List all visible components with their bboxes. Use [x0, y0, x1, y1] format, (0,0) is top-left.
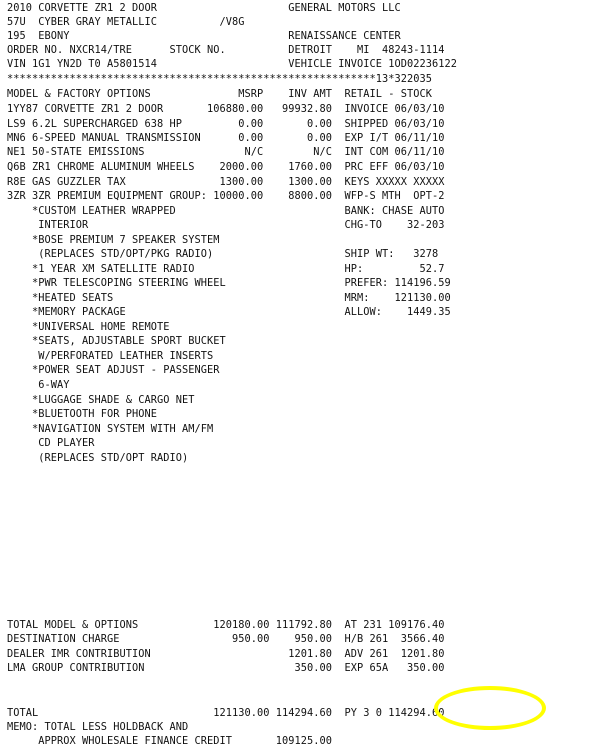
- invoice-line: *SEATS, ADJUSTABLE SPORT BUCKET: [7, 335, 226, 347]
- invoice-line: *MEMORY PACKAGE ALLOW: 1449.35: [7, 306, 451, 318]
- invoice-line: *1 YEAR XM SATELLITE RADIO HP: 52.7: [7, 263, 445, 275]
- invoice-line: (REPLACES STD/OPT/PKG RADIO) SHIP WT: 3278: [7, 248, 439, 260]
- totals-line: TOTAL MODEL & OPTIONS 120180.00 111792.80 AT 231 109176.40: [7, 619, 445, 631]
- invoice-line: *UNIVERSAL HOME REMOTE: [7, 321, 170, 333]
- invoice-line: ORDER NO. NXCR14/TRE STOCK NO. DETROIT MI 48243-1114: [7, 44, 445, 56]
- invoice-line: *LUGGAGE SHADE & CARGO NET: [7, 394, 195, 406]
- invoice-line: 1YY87 CORVETTE ZR1 2 DOOR 106880.00 99932.80 INVOICE 06/03/10: [7, 103, 445, 115]
- totals-line: DESTINATION CHARGE 950.00 950.00 H/B 261 3566.40: [7, 633, 445, 645]
- memo-line: APPROX WHOLESALE FINANCE CREDIT 109125.00: [7, 735, 332, 747]
- invoice-line: *NAVIGATION SYSTEM WITH AM/FM: [7, 423, 214, 435]
- invoice-line: NE1 50-STATE EMISSIONS N/C N/C INT COM 06/11/10: [7, 146, 445, 158]
- total-line: TOTAL 121130.00 114294.60 PY 3 0 114294.60: [7, 707, 445, 719]
- totals-line: DEALER IMR CONTRIBUTION 1201.80 ADV 261 1201.80: [7, 648, 445, 660]
- invoice-line: VIN 1G1 YN2D T0 A5801514 VEHICLE INVOICE 1OD02236122: [7, 58, 457, 70]
- invoice-line: *BLUETOOTH FOR PHONE: [7, 408, 157, 420]
- invoice-line: Q6B ZR1 CHROME ALUMINUM WHEELS 2000.00 1760.00 PRC EFF 06/03/10: [7, 161, 445, 173]
- invoice-line: MODEL & FACTORY OPTIONS MSRP INV AMT RETAIL - STOCK: [7, 88, 432, 100]
- invoice-line: 3ZR 3ZR PREMIUM EQUIPMENT GROUP: 10000.00 8800.00 WFP-S MTH OPT-2: [7, 190, 445, 202]
- highlight-circle: [434, 686, 546, 730]
- invoice-line: INTERIOR CHG-TO 32-203: [7, 219, 445, 231]
- invoice-line: LS9 6.2L SUPERCHARGED 638 HP 0.00 0.00 SHIPPED 06/03/10: [7, 118, 445, 130]
- invoice-line: W/PERFORATED LEATHER INSERTS: [7, 350, 214, 362]
- invoice-line: MN6 6-SPEED MANUAL TRANSMISSION 0.00 0.00 EXP I/T 06/11/10: [7, 132, 445, 144]
- totals-line: LMA GROUP CONTRIBUTION 350.00 EXP 65A 350.00: [7, 662, 445, 674]
- invoice-line: 57U CYBER GRAY METALLIC /V8G: [7, 16, 245, 28]
- invoice-line: R8E GAS GUZZLER TAX 1300.00 1300.00 KEYS XXXXX XXXXX: [7, 176, 445, 188]
- invoice-line: 195 EBONY RENAISSANCE CENTER: [7, 30, 401, 42]
- memo-line: MEMO: TOTAL LESS HOLDBACK AND: [7, 721, 189, 733]
- invoice-line: *CUSTOM LEATHER WRAPPED BANK: CHASE AUTO: [7, 205, 445, 217]
- invoice-line: *BOSE PREMIUM 7 SPEAKER SYSTEM: [7, 234, 220, 246]
- invoice-line: *HEATED SEATS MRM: 121130.00: [7, 292, 451, 304]
- invoice-line: *POWER SEAT ADJUST - PASSENGER: [7, 364, 220, 376]
- invoice-line: 6-WAY: [7, 379, 70, 391]
- invoice-line: *PWR TELESCOPING STEERING WHEEL PREFER: 114196.59: [7, 277, 451, 289]
- invoice-line: CD PLAYER: [7, 437, 95, 449]
- invoice-line: 2010 CORVETTE ZR1 2 DOOR GENERAL MOTORS LLC: [7, 2, 401, 14]
- invoice-line: ***********************************************************13*322035: [7, 73, 432, 85]
- invoice-line: (REPLACES STD/OPT RADIO): [7, 452, 189, 464]
